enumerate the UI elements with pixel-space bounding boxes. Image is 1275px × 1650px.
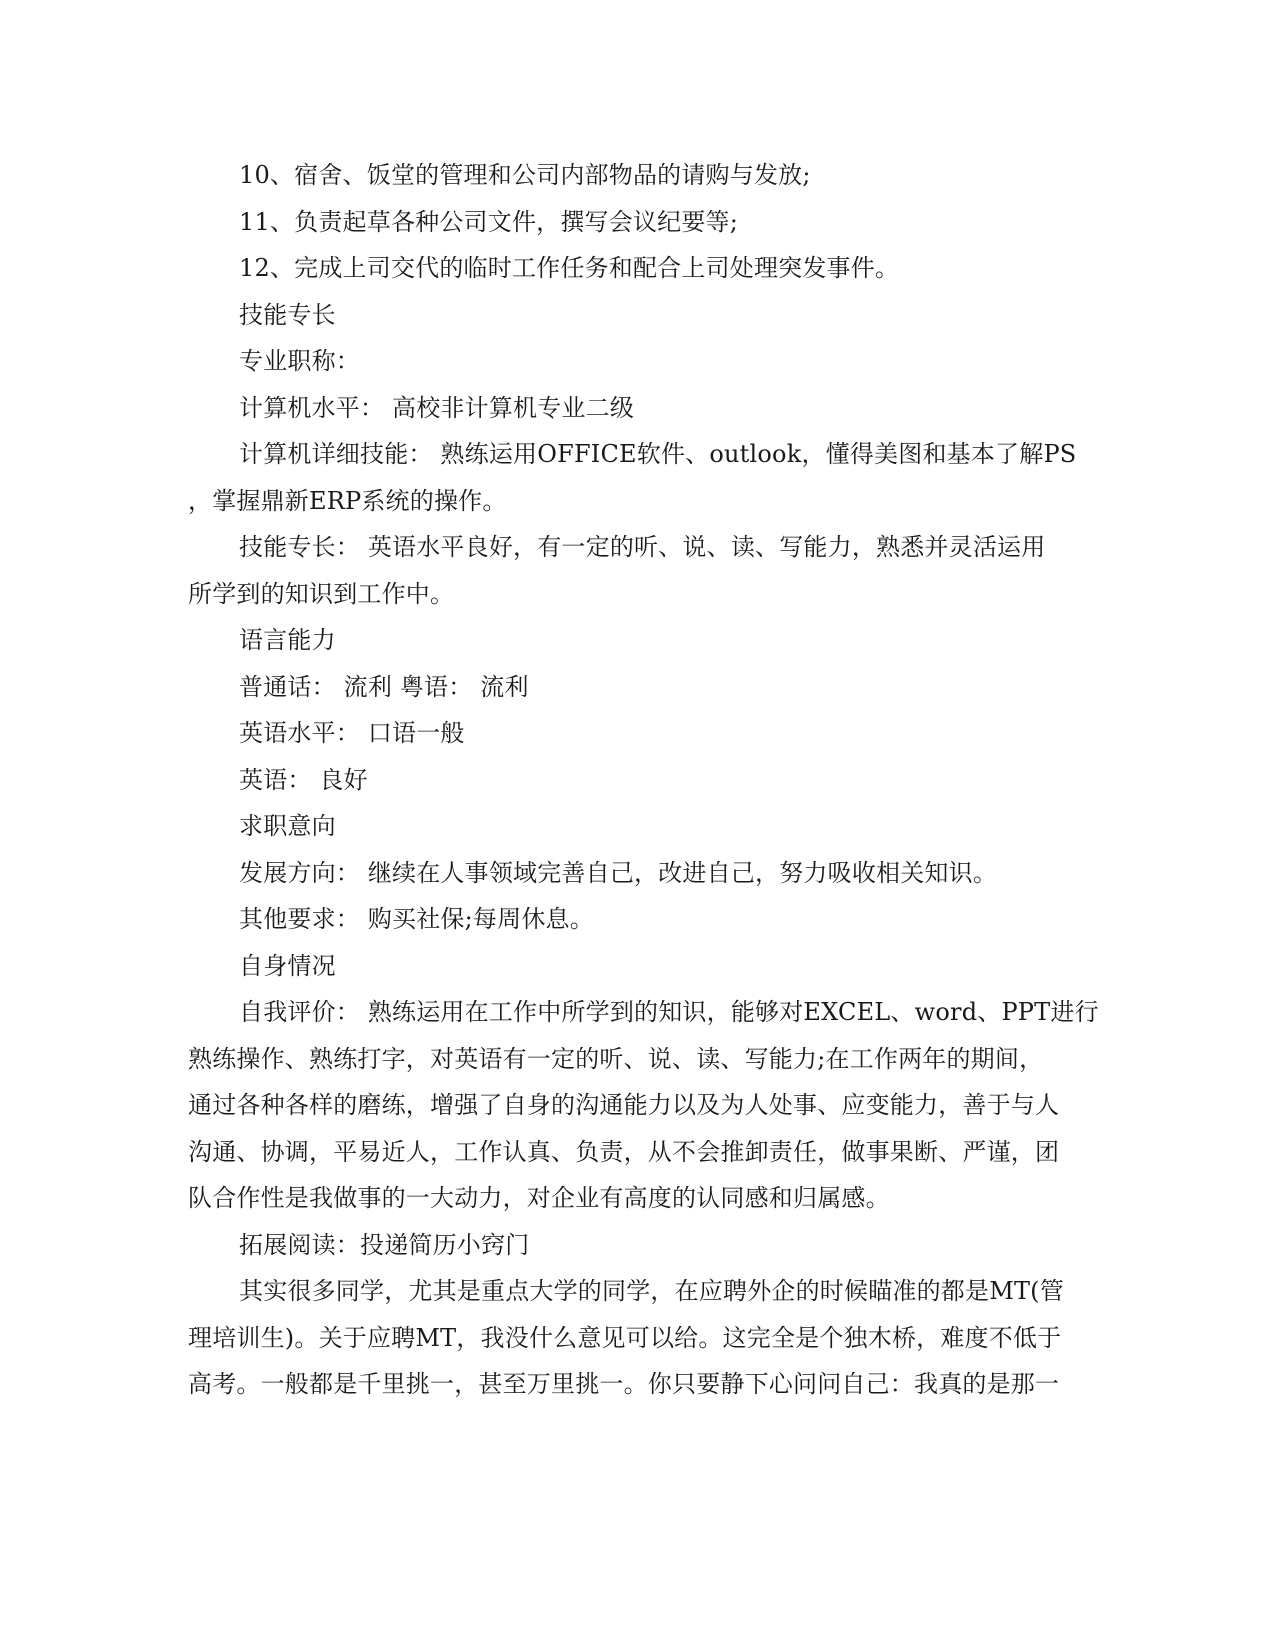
text-line: 英语： 良好 [239,766,368,794]
text-line: 专业职称： [239,347,360,375]
text-line: 12、完成上司交代的临时工作任务和配合上司处理突发事件。 [239,254,900,282]
text-line: 其实很多同学，尤其是重点大学的同学，在应聘外企的时候瞄准的都是MT(管 [239,1277,1064,1305]
text-line: 自身情况 [239,952,336,980]
text-line: 计算机详细技能： 熟练运用OFFICE软件、outlook，懂得美图和基本了解PS [239,440,1077,468]
text-line: 队合作性是我做事的一大动力，对企业有高度的认同感和归属感。 [188,1184,890,1212]
text-line: 语言能力 [239,626,336,654]
text-line: 普通话： 流利 粤语： 流利 [239,673,529,701]
text-line: 计算机水平： 高校非计算机专业二级 [239,394,635,422]
text-line: 通过各种各样的磨练，增强了自身的沟通能力以及为人处事、应变能力，善于与人 [188,1091,1060,1119]
text-line: 沟通、协调，平易近人，工作认真、负责，从不会推卸责任，做事果断、严谨，团 [188,1138,1060,1166]
text-line: 10、宿舍、饭堂的管理和公司内部物品的请购与发放; [239,161,811,189]
text-line: 英语水平： 口语一般 [239,719,465,747]
text-line: 技能专长： 英语水平良好，有一定的听、说、读、写能力，熟悉并灵活运用 [239,533,1046,561]
text-line: ，掌握鼎新ERP系统的操作。 [188,487,507,515]
text-line: 熟练操作、熟练打字，对英语有一定的听、说、读、写能力;在工作两年的期间， [188,1045,1044,1073]
text-line: 所学到的知识到工作中。 [188,580,455,608]
text-line: 拓展阅读：投递简历小窍门 [239,1231,530,1259]
text-line: 其他要求： 购买社保;每周休息。 [239,905,594,933]
text-line: 发展方向： 继续在人事领域完善自己，改进自己，努力吸收相关知识。 [239,859,998,887]
text-line: 理培训生)。关于应聘MT，我没什么意见可以给。这完全是个独木桥，难度不低于 [188,1324,1062,1352]
text-line: 高考。一般都是千里挑一，甚至万里挑一。你只要静下心问问自己：我真的是那一 [188,1370,1060,1398]
text-line: 技能专长 [239,301,336,329]
text-line: 自我评价： 熟练运用在工作中所学到的知识，能够对EXCEL、word、PPT进行 [239,998,1099,1026]
text-line: 11、负责起草各种公司文件，撰写会议纪要等; [239,208,739,236]
text-line: 求职意向 [239,812,336,840]
